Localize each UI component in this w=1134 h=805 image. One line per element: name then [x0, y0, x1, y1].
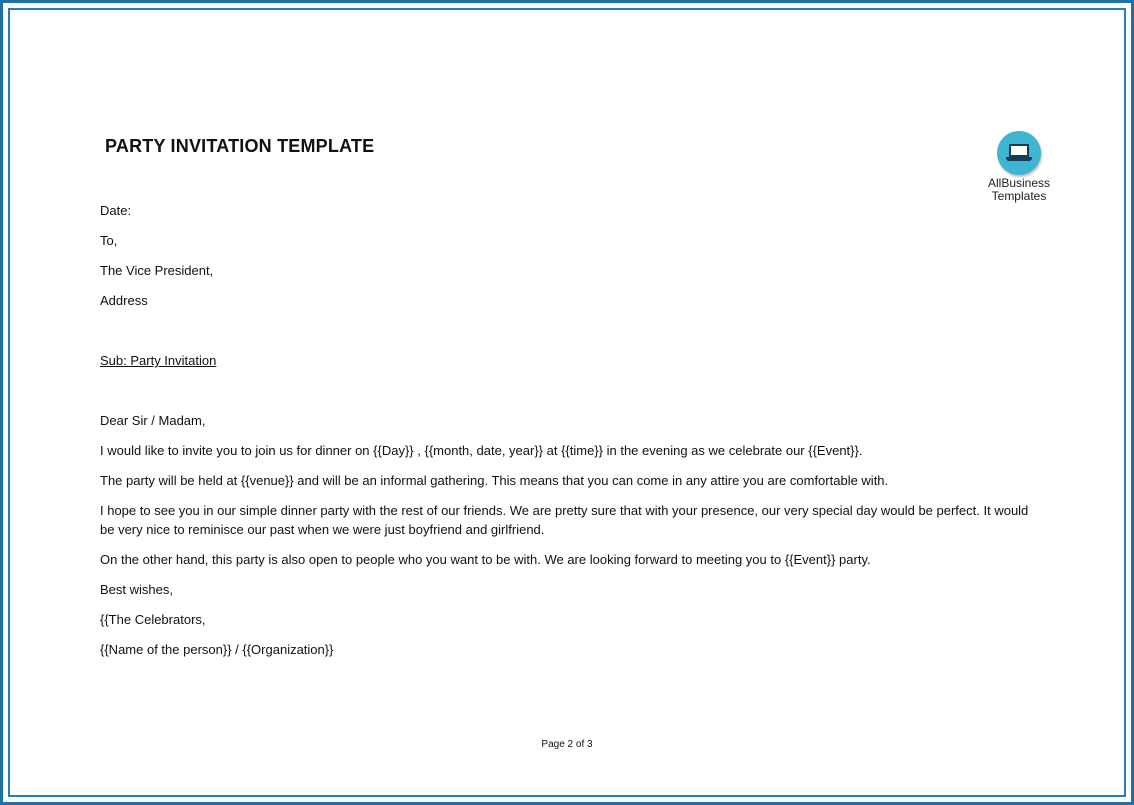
paragraph-4: On the other hand, this party is also open to people who you want to be with. We are looking forward to meeting you to {{Event}} party.	[100, 552, 871, 567]
signature-line-2: {{Name of the person}} / {{Organization}}	[100, 642, 334, 657]
laptop-icon	[997, 131, 1041, 175]
logo-line2: Templates	[991, 189, 1047, 203]
logo-line1: AllBusiness	[987, 176, 1051, 190]
allbusiness-logo	[984, 131, 1054, 203]
paragraph-3: I hope to see you in our simple dinner party with the rest of our friends. We are pretty sure that with your presence, our very special day would be perfect. It would be very nice to reminisce our past when we were just boyfriend and girlfriend.	[100, 503, 1029, 537]
salutation: Dear Sir / Madam,	[100, 413, 206, 428]
date-line: Date:	[100, 203, 132, 218]
signature-line-1: {{The Celebrators,	[100, 612, 206, 627]
page-number: Page 2 of 3	[541, 739, 593, 750]
page-title: PARTY INVITATION TEMPLATE	[105, 136, 375, 156]
logo-text	[984, 177, 1054, 203]
subject-line: Sub: Party Invitation	[100, 353, 217, 368]
paragraph-1: I would like to invite you to join us for dinner on {{Day}} , {{month, date, year}} at {{time}} in the evening as we celebrate our {{Event}}.	[100, 443, 863, 458]
recipient-line: The Vice President,	[100, 263, 214, 278]
address-line: Address	[100, 293, 148, 308]
closing: Best wishes,	[100, 582, 173, 597]
to-line: To,	[100, 233, 118, 248]
paragraph-2: The party will be held at {{venue}} and will be an informal gathering. This means that you can come in any attire you are comfortable with.	[100, 473, 889, 488]
